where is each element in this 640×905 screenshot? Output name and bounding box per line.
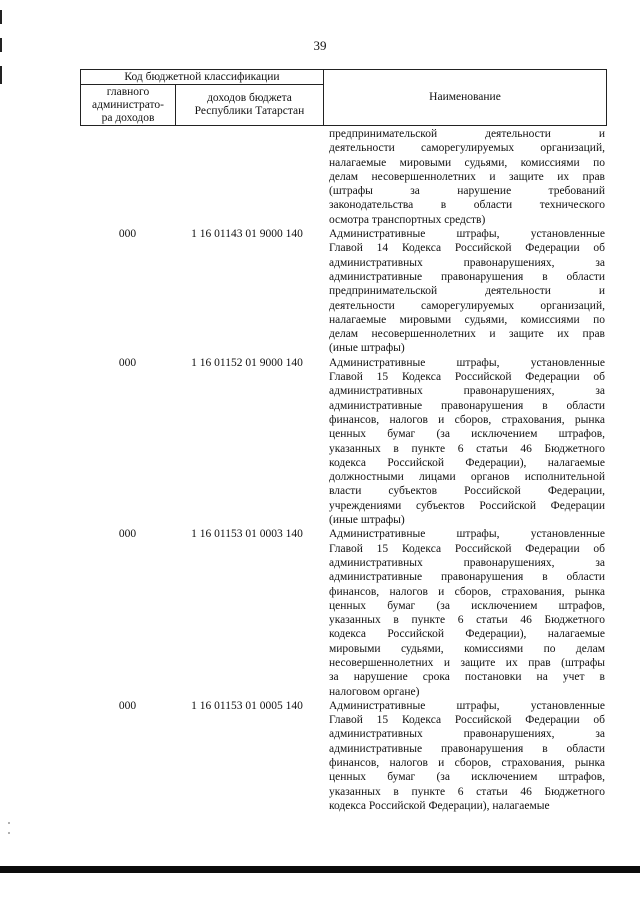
row-name xyxy=(329,527,605,699)
row-name xyxy=(329,227,605,356)
name-line: власти субъектов Российской Федерации, xyxy=(329,485,605,498)
header-income-code: доходов бюджета Республики Татарстан xyxy=(175,84,324,126)
name-line: ценных бумаг (за исключением штрафов, xyxy=(329,599,605,612)
scan-bottom-edge xyxy=(0,866,640,873)
name-line: ценных бумаг (за исключением штрафов, xyxy=(329,771,605,784)
name-line: кодекса Российской Федерации), налагаемые xyxy=(329,628,605,641)
name-line: административных правонарушениях, за xyxy=(329,728,605,741)
name-line: ценных бумаг (за исключением штрафов, xyxy=(329,428,605,441)
name-line: Главой 15 Кодекса Российской Федерации об xyxy=(329,542,605,555)
table-header xyxy=(80,69,607,126)
scan-speck xyxy=(8,832,10,834)
name-line: предпринимательской деятельности и xyxy=(329,285,605,298)
scan-edge-mark xyxy=(0,10,2,24)
name-line: Административные штрафы, установленные xyxy=(329,356,605,369)
page-number: 39 xyxy=(313,38,327,53)
name-line: налагаемые мировыми судьями, комиссиями по xyxy=(329,313,605,326)
name-line: (штрафы за нарушение требований xyxy=(329,185,605,198)
income-code: 1 16 01153 01 0003 140 xyxy=(191,528,303,541)
name-line: указанных в пункте 6 статьи 46 Бюджетного xyxy=(329,785,605,798)
name-line: финансов, налогов и сборов, страхования, рынка xyxy=(329,413,605,426)
name-line: финансов, налогов и сборов, страхования, рынка xyxy=(329,585,605,598)
name-line: (иные штрафы) xyxy=(329,342,405,355)
name-line: должностными лицами органов исполнительной xyxy=(329,471,605,484)
row-name xyxy=(329,356,605,528)
name-line: кодекса Российской Федерации), налагаемые xyxy=(329,799,550,812)
table-row xyxy=(80,699,607,813)
name-line: делам несовершеннолетних и защите их прав xyxy=(329,170,605,183)
name-line: (иные штрафы) xyxy=(329,514,405,527)
name-line: административных правонарушениях, за xyxy=(329,385,605,398)
table-body xyxy=(80,127,607,813)
header-admin-code: главного администрато- ра доходов xyxy=(80,84,176,126)
income-code: 1 16 01153 01 0005 140 xyxy=(191,699,303,712)
name-line: учреждениями субъектов Российской Федерации xyxy=(329,499,605,512)
row-name xyxy=(329,127,605,227)
name-line: кодекса Российской Федерации), налагаемые xyxy=(329,456,605,469)
name-line: деятельности саморегулируемых организаций, xyxy=(329,142,605,155)
table-row xyxy=(80,227,607,356)
name-line: административные правонарушения в области xyxy=(329,270,605,283)
header-group-label: Код бюджетной классификации xyxy=(80,69,324,85)
name-line: административные правонарушения в области xyxy=(329,742,605,755)
name-line: законодательства в области технического xyxy=(329,199,605,212)
table-row xyxy=(80,356,607,528)
name-line: деятельности саморегулируемых организаций, xyxy=(329,299,605,312)
name-line: несовершеннолетних и защите их прав (штрафы xyxy=(329,656,605,669)
scan-edge-mark xyxy=(0,66,2,84)
name-line: административные правонарушения в области xyxy=(329,399,605,412)
name-line: налагаемые мировыми судьями, комиссиями по xyxy=(329,156,605,169)
income-code: 1 16 01143 01 9000 140 xyxy=(191,228,303,241)
scan-speck xyxy=(8,822,10,824)
income-code: 1 16 01152 01 9000 140 xyxy=(191,356,303,369)
name-line: за нарушение срока постановки на учет в xyxy=(329,671,605,684)
admin-code: 000 xyxy=(118,528,137,541)
row-name xyxy=(329,699,605,813)
name-line: предпринимательской деятельности и xyxy=(329,128,605,140)
name-line: указанных в пункте 6 статьи 46 Бюджетного xyxy=(329,442,605,455)
name-line: Главой 15 Кодекса Российской Федерации об xyxy=(329,371,605,384)
name-line: налоговом органе) xyxy=(329,685,420,698)
name-line: Главой 14 Кодекса Российской Федерации об xyxy=(329,242,605,255)
name-line: административных правонарушениях, за xyxy=(329,556,605,569)
name-line: административных правонарушениях, за xyxy=(329,256,605,269)
name-line: указанных в пункте 6 статьи 46 Бюджетного xyxy=(329,614,605,627)
name-line: Административные штрафы, установленные xyxy=(329,528,605,541)
name-line: финансов, налогов и сборов, страхования, рынка xyxy=(329,757,605,770)
name-line: Административные штрафы, установленные xyxy=(329,228,605,241)
table-row xyxy=(80,127,607,227)
admin-code: 000 xyxy=(118,699,137,712)
name-line: мировыми судьями, комиссиями по делам xyxy=(329,642,605,655)
name-line: административные правонарушения в области xyxy=(329,571,605,584)
table-row xyxy=(80,527,607,699)
name-line: Административные штрафы, установленные xyxy=(329,699,605,712)
name-line: Главой 15 Кодекса Российской Федерации об xyxy=(329,714,605,727)
name-line: осмотра транспортных средств) xyxy=(329,213,486,226)
admin-code: 000 xyxy=(118,356,137,369)
admin-code: 000 xyxy=(118,228,137,241)
name-line: делам несовершеннолетних и защите их прав xyxy=(329,328,605,341)
header-name: Наименование xyxy=(323,69,607,126)
